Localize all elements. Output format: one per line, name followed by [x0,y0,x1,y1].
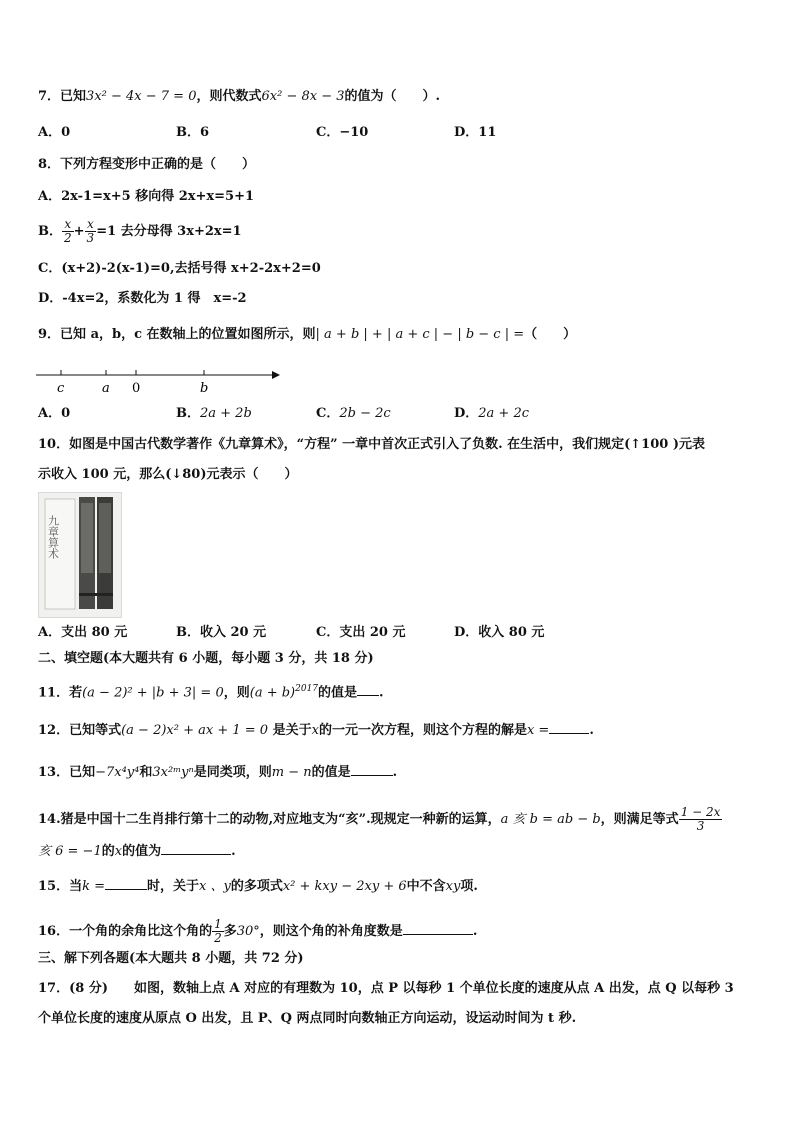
q14-text-3: 的 [101,844,115,859]
q16-number: 16．一个角的余角比这个角的 [38,924,213,939]
q16-tail: . [472,924,478,939]
frac-denominator: 3 [696,819,705,833]
q17-line-1: 17．(8 分) 如图，数轴上点 A 对应的有理数为 10，点 P 以每秒 1 个单位长度的速度从点 A 出发，点 Q 以每秒 3 [38,981,734,996]
q7-option-b: B．6 [176,125,210,140]
q7-equation: 3x² − 4x − 7 = 0 [86,89,197,104]
q16 [38,918,477,945]
q9-option-c [316,405,391,423]
q8-stem: 8．下列方程变形中正确的是（ ） [38,157,256,172]
q15-end: 项. [460,879,478,894]
q14-var: x [114,844,123,859]
q12 [38,722,594,740]
book-image [38,492,122,618]
q10-option-b: B．收入 20 元 [176,625,267,640]
q8-b-prefix: B． [38,224,62,239]
q15-answer-blank[interactable] [105,889,147,890]
q16-fraction [212,918,224,945]
q14-line-1 [38,806,722,833]
q10-option-d: D．收入 80 元 [454,625,545,640]
option-math: 2a + 2c [478,406,530,421]
q12-number: 12．已知等式 [38,723,122,738]
spine-label-1 [81,503,93,573]
q7-option-a: A．0 [38,125,71,140]
number-line-arrow [272,371,280,379]
q13-number: 13．已知 [38,765,96,780]
book-illustration [39,493,121,617]
q10-line-1: 10．如图是中国古代数学著作《九章算术》，“方程” 一章中首次正式引入了负数. 在生活中，我们规定(↑100 )元表 [38,437,705,452]
frac-numerator: 1 [214,917,222,931]
q16-degrees: 30° [236,924,260,939]
q9-end: （ ） [524,327,577,342]
q16-answer-blank[interactable] [403,934,473,935]
q14-fraction [679,806,723,833]
q14-text: 14.猪是中国十二生肖排行第十二的动物,对应地支为“亥”.现规定一种新的运算， [38,812,501,827]
q10-option-c: C．支出 20 元 [316,625,406,640]
q12-answer-blank[interactable] [549,733,589,734]
q11-exponent: 2017 [295,684,319,694]
q13-text-2: 是同类项，则 [193,765,272,780]
q14-equation: 亥 6 = −1 [38,844,102,859]
q12-text-2: 的一元一次方程，则这个方程的解是 [318,723,527,738]
q15-vars: x 、y [199,879,231,894]
q15-number: 15．当 [38,879,83,894]
q13-end: 的值是 [311,765,351,780]
q15-k: k = [82,879,105,894]
q13-expression: m − n [271,765,312,780]
q17-line-2: 个单位长度的速度从原点 O 出发，且 P、Q 两点同时向数轴正方向运动，设运动时间为 t 秒. [38,1011,577,1026]
q15-text: 时，关于 [147,879,200,894]
q13-term-2: 3x²ᵐyⁿ [152,765,194,780]
frac-denominator: 2 [214,931,222,945]
q9-option-b [176,405,252,423]
q13-tail: . [392,765,398,780]
q14-text-2: ，则满足等式 [600,812,679,827]
q11 [38,680,384,702]
q9-number-line [36,366,282,396]
q12-tail: . [589,723,594,738]
q14-tail: . [231,844,236,859]
q8-b-fraction-1 [62,218,74,245]
q11-expression: (a − 2)² + |b + 3| = 0 [82,685,224,701]
q7-option-d: D．11 [454,125,497,140]
option-label: D． [454,406,479,421]
q16-end: ，则这个角的补角度数是 [259,924,403,939]
q15-text-2: 的多项式 [230,879,283,894]
q11-answer-blank[interactable] [357,695,379,696]
label-a: a [102,381,110,396]
q12-text: 是关于 [268,723,312,738]
q8-option-a: A．2x-1=x+5 移向得 2x+x=5+1 [38,189,255,204]
label-b: b [200,381,209,396]
q8-b-rest: =1 去分母得 3x+2x=1 [96,224,242,239]
q14-line-2 [38,843,236,861]
q7-number: 7．已知 [38,89,87,104]
q9-stem [38,326,576,344]
q9-expression: | a + b | + | a + c | − | b − c | = [315,327,525,342]
q11-number: 11．若 [38,685,83,701]
q12-answer-var: x = [526,723,550,738]
q14-answer-blank[interactable] [161,854,231,855]
q9-text: 9．已知 a，b，c 在数轴上的位置如图所示，则 [38,327,316,342]
book-title-text: 九章算术 [46,515,60,559]
q16-text: 多 [223,924,237,939]
q7-text: ，则代数式 [196,89,262,104]
q11-tail: . [379,685,384,701]
q15-text-3: 中不含 [406,879,446,894]
frac-denominator: 3 [86,231,95,245]
q13-answer-blank[interactable] [351,775,393,776]
option-math: 2b − 2c [339,406,391,421]
label-0: 0 [132,381,141,396]
q13-term-1: −7x⁴y⁴ [95,765,140,780]
q11-text: ，则 [223,685,250,701]
q10-line-2: 示收入 100 元，那么(↓80)元表示（ ） [38,467,298,482]
option-math: 2a + 2b [200,406,252,421]
q7-option-c: C．−10 [316,125,369,140]
spine-label-2 [99,503,111,573]
q8-b-fraction-2 [85,218,97,245]
q15-xy: xy [445,879,461,894]
q7-expression: 6x² − 8x − 3 [261,89,345,104]
frac-denominator: 2 [64,231,72,245]
q9-option-a: A．0 [38,406,71,421]
spine-band [79,593,113,596]
option-label: C． [316,406,340,421]
q11-end: 的值是 [318,685,358,701]
q11-expression-2: (a + b) [249,685,296,701]
q8-option-d: D．-4x=2，系数化为 1 得 x=-2 [38,291,247,306]
q8-option-b [38,218,242,245]
q15-expression: x² + kxy − 2xy + 6 [282,879,407,894]
frac-numerator: x [62,218,74,232]
q8-option-c: C．(x+2)-2(x-1)=0,去括号得 x+2-2x+2=0 [38,261,321,276]
frac-numerator: x [85,218,97,232]
q8-b-plus: + [73,224,85,239]
q9-option-d [454,405,529,423]
q14-operation: a 亥 b = ab − b [500,812,601,827]
section-3-heading: 三、解下列各题(本大题共 8 小题，共 72 分) [38,951,304,966]
q7-end: 的值为（ ）. [344,89,441,104]
q10-option-a: A．支出 80 元 [38,625,128,640]
q15 [38,878,478,896]
frac-numerator: 1 − 2x [680,805,721,819]
section-2-heading: 二、填空题(本大题共有 6 小题，每小题 3 分，共 18 分) [38,651,374,666]
q12-var: x [311,723,319,738]
q7-stem [38,88,440,106]
label-c: c [57,381,65,396]
option-label: B． [176,406,200,421]
q13-text: 和 [139,765,153,780]
q14-end: 的值为 [122,844,162,859]
q12-expression: (a − 2)x² + ax + 1 = 0 [121,723,269,738]
q13 [38,764,397,782]
